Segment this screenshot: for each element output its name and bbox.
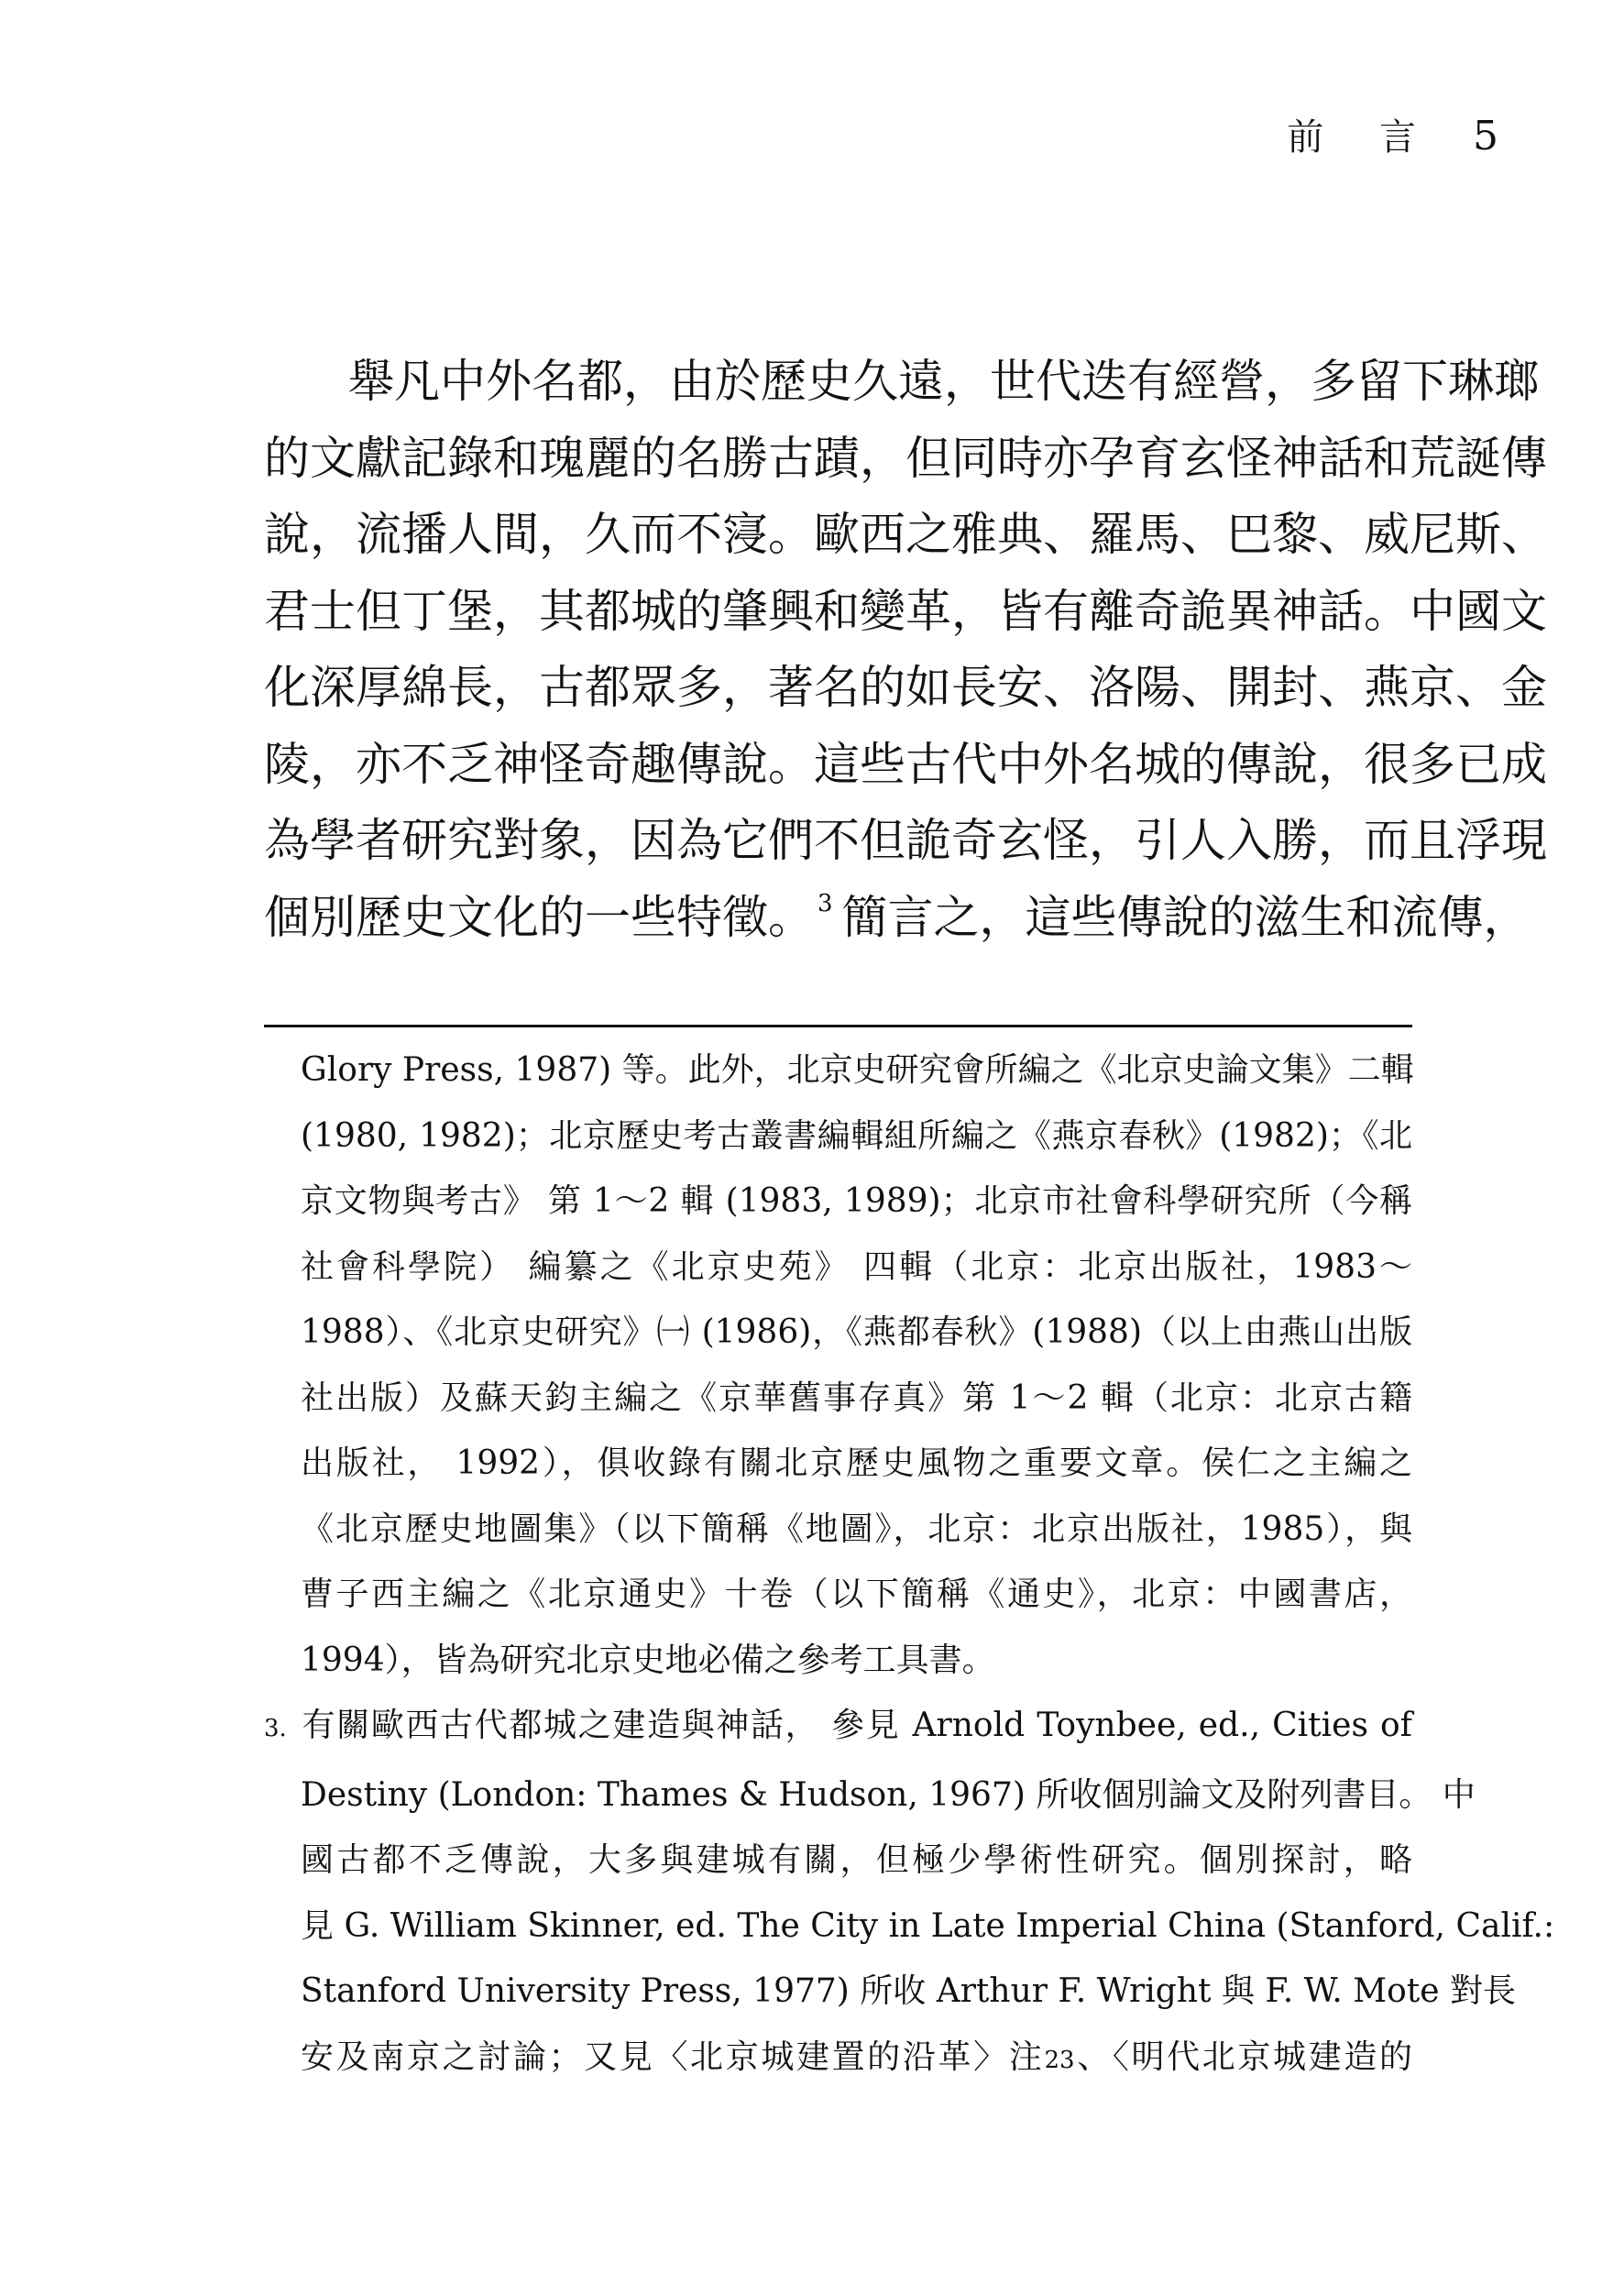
- footnote-line: Glory Press, 1987) 等。此外，北京史研究會所編之《北京史論文集》二輯: [301, 1051, 1414, 1089]
- footnote-number: 3.: [264, 1715, 287, 1742]
- footnote-line: 國古都不乏傳說，大多與建城有關，但極少學術性研究。個別探討，略: [301, 1841, 1412, 1879]
- body-line: 舉凡中外名都，由於歷史久遠，世代迭有經營，多留下琳瑯: [348, 355, 1540, 408]
- running-head: [1287, 108, 1498, 160]
- body-line: 說，流播人間，久而不寖。歐西之雅典、羅馬、巴黎、威尼斯、: [264, 508, 1547, 561]
- body-line: 君士但丁堡，其都城的肇興和變革，皆有離奇詭異神話。中國文: [264, 584, 1547, 638]
- footnote-line: 1988）、《北京史研究》㈠ (1986)，《燕都春秋》(1988)（以上由燕山出版: [301, 1313, 1412, 1351]
- body-line: 為學者研究對象，因為它們不但詭奇玄怪，引人入勝，而且浮現: [264, 814, 1547, 867]
- footnote-reference: 3: [817, 889, 833, 917]
- footnote-line-last: [264, 2025, 1412, 2094]
- footnote-line: 社會科學院） 編纂之《北京史苑》 四輯（北京：北京出版社，1983～: [301, 1247, 1412, 1286]
- footnote-line: 《北京歷史地圖集》（以下簡稱《地圖》，北京：北京出版社，1985），與: [301, 1510, 1412, 1548]
- footnote-3-first-line: [264, 1693, 1412, 1762]
- body-line: 的文獻記錄和瑰麗的名勝古蹟，但同時亦孕育玄怪神話和荒誕傳: [264, 431, 1547, 485]
- footnote-line-text: 安及南京之討論；又見〈北京城建置的沿革〉注: [301, 2037, 1045, 2076]
- body-line: 陵，亦不乏神怪奇趣傳說。這些古代中外名城的傳說，很多已成: [264, 737, 1547, 791]
- footnote-line-text: 、〈明代北京城建造的: [1074, 2037, 1412, 2076]
- footnote-separator-rule: [264, 1025, 1412, 1027]
- footnote-line: 社出版）及蘇天鈞主編之《京華舊事存真》第 1～2 輯（北京：北京古籍: [301, 1378, 1412, 1417]
- running-head-title: 前 言: [1287, 116, 1438, 159]
- body-line-text: 簡言之，這些傳說的滋生和流傳，: [841, 890, 1530, 944]
- footnote-line: 曹子西主編之《北京通史》十卷（以下簡稱《通史》，北京：中國書店，: [301, 1576, 1412, 1613]
- footnote-line: 出版社， 1992），俱收錄有關北京歷史風物之重要文章。侯仁之主編之: [301, 1444, 1412, 1482]
- page-number: 5: [1473, 113, 1498, 159]
- footnotes: [264, 1038, 1555, 2093]
- footnote-line: 京文物與考古》 第 1～2 輯 (1983, 1989)；北京市社會科學研究所（今稱: [301, 1182, 1412, 1220]
- body-paragraph: [264, 344, 1547, 956]
- footnote-line: (1980, 1982)；北京歷史考古叢書編輯組所編之《燕京春秋》(1982)；《北: [301, 1116, 1412, 1155]
- footnote-line: Stanford University Press, 1977) 所收 Arthur F. Wright 與 F. W. Mote 對長: [301, 1972, 1516, 2010]
- footnote-line: Destiny (London: Thames & Hudson, 1967) 所收個別論文及附列書目。 中: [301, 1775, 1476, 1814]
- body-line-text: 個別歷史文化的一些特徵。: [264, 890, 814, 944]
- note-reference-number: 23: [1044, 2046, 1075, 2074]
- footnote-line: 1994），皆為研究北京史地必備之參考工具書。: [301, 1641, 995, 1679]
- footnote-line-text: 有關歐西古代都城之建造與神話， 參見 Arnold Toynbee, ed., Cities of: [301, 1707, 1412, 1744]
- body-line: 化深厚綿長，古都眾多，著名的如長安、洛陽、開封、燕京、金: [264, 661, 1547, 714]
- footnote-line: 見 G. William Skinner, ed. The City in Late Imperial China (Stanford, Calif.:: [301, 1906, 1555, 1945]
- body-line-last: [264, 880, 1530, 957]
